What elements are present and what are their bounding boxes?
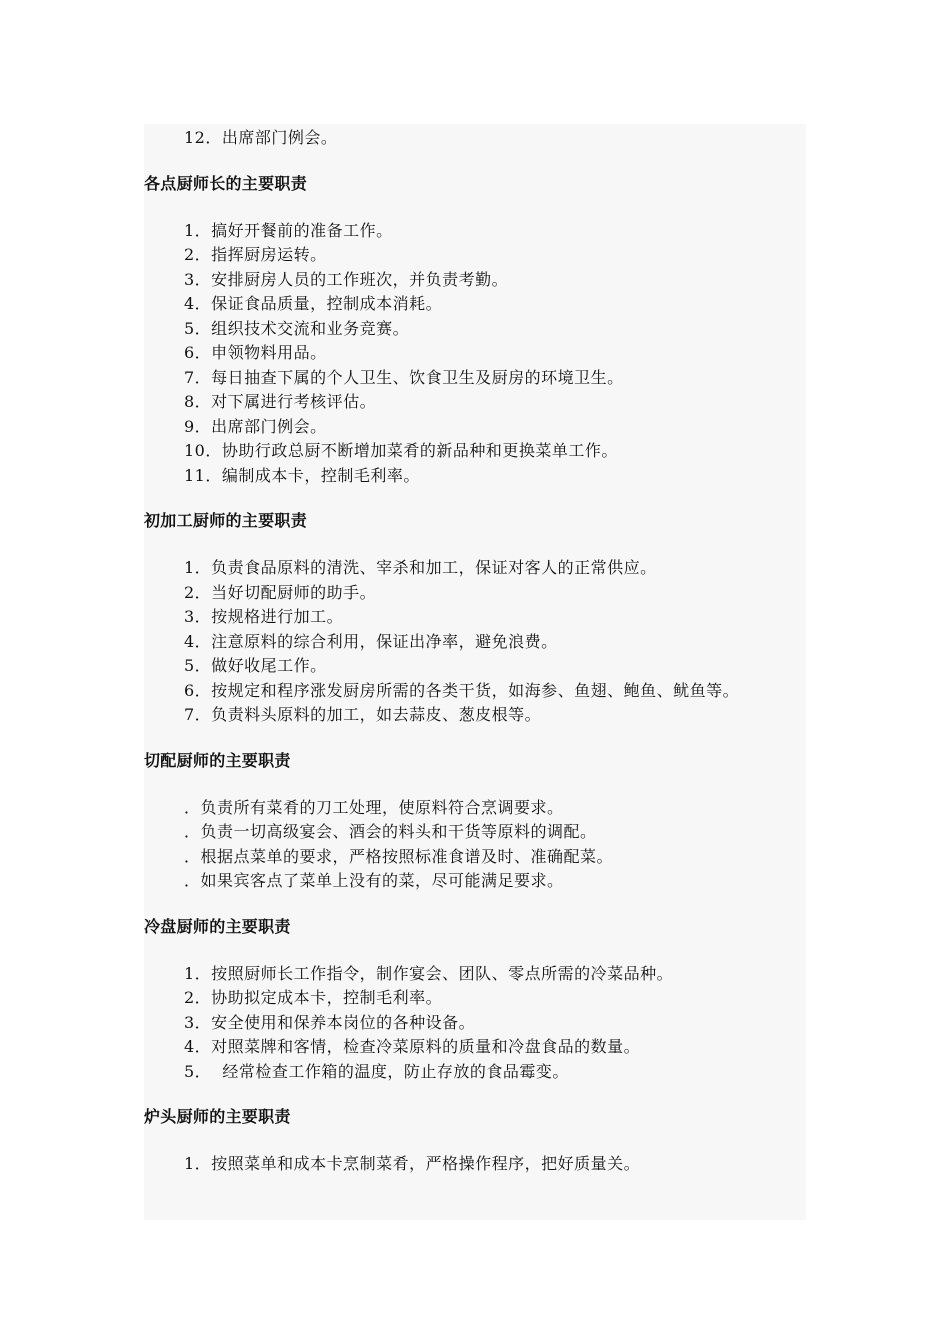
- list-item: 3．按规格进行加工。: [184, 607, 344, 626]
- list-item: 1．按照厨师长工作指令，制作宴会、团队、零点所需的冷菜品种。: [184, 963, 674, 983]
- list-item: 4．对照菜牌和客情，检查冷菜原料的质量和冷盘食品的数量。: [184, 1037, 641, 1056]
- list-item: 4．保证食品质量，控制成本消耗。: [184, 294, 443, 313]
- list-item: 6．按规定和程序涨发厨房所需的各类干货，如海参、鱼翅、鲍鱼、鱿鱼等。: [184, 680, 740, 700]
- list-item: 10．协助行政总厨不断增加菜肴的新品种和更换菜单工作。: [184, 441, 618, 460]
- list-item: ．如果宾客点了菜单上没有的菜，尽可能满足要求。: [184, 871, 564, 890]
- list-item: 2．当好切配厨师的助手。: [184, 582, 377, 602]
- list-item: ．负责一切高级宴会、酒会的料头和干货等原料的调配。: [184, 822, 597, 841]
- list-item: 9．出席部门例会。: [184, 416, 327, 436]
- list-item: 7．每日抽查下属的个人卫生、饮食卫生及厨房的环境卫生。: [184, 367, 624, 387]
- document-content: [144, 126, 808, 1177]
- list-item: 5．做好收尾工作。: [184, 656, 327, 675]
- list-item: 6．申领物料用品。: [184, 343, 327, 362]
- section-list: [144, 1152, 808, 1177]
- list-item: 7．负责料头原料的加工，如去蒜皮、葱皮根等。: [184, 705, 542, 724]
- section-list: [144, 219, 808, 489]
- list-item: 3．安排厨房人员的工作班次，并负责考勤。: [184, 269, 509, 289]
- section-heading: 冷盘厨师的主要职责: [144, 916, 291, 936]
- section-list: [144, 556, 808, 728]
- list-item: 12．出席部门例会。: [184, 128, 338, 147]
- section-list: [144, 796, 808, 894]
- list-item: 1．搞好开餐前的准备工作。: [184, 220, 393, 240]
- list-item: 4．注意原料的综合利用，保证出净率，避免浪费。: [184, 631, 558, 651]
- list-item: 2．指挥厨房运转。: [184, 245, 327, 264]
- list-item: 1．按照菜单和成本卡烹制菜肴，严格操作程序，把好质量关。: [184, 1154, 641, 1173]
- section-heading: 炉头厨师的主要职责: [144, 1107, 291, 1126]
- section-heading: 各点厨师长的主要职责: [144, 173, 308, 193]
- list-item: 5． 经常检查工作箱的温度，防止存放的食品霉变。: [184, 1061, 569, 1081]
- section-list: [144, 962, 808, 1085]
- list-item: ．负责所有菜肴的刀工处理，使原料符合烹调要求。: [184, 797, 564, 817]
- list-item: 2．协助拟定成本卡，控制毛利率。: [184, 988, 443, 1007]
- list-item: 3．安全使用和保养本岗位的各种设备。: [184, 1012, 476, 1032]
- section-heading: 切配厨师的主要职责: [144, 750, 291, 770]
- list-item: ．根据点菜单的要求，严格按照标准食谱及时、准确配菜。: [184, 846, 614, 866]
- list-item: 11．编制成本卡，控制毛利率。: [184, 465, 420, 485]
- section-heading: 初加工厨师的主要职责: [144, 511, 308, 530]
- list-item: 1．负责食品原料的清洗、宰杀和加工，保证对客人的正常供应。: [184, 558, 657, 577]
- list-item: 5．组织技术交流和业务竞赛。: [184, 318, 410, 338]
- list-item: 8．对下属进行考核评估。: [184, 392, 377, 411]
